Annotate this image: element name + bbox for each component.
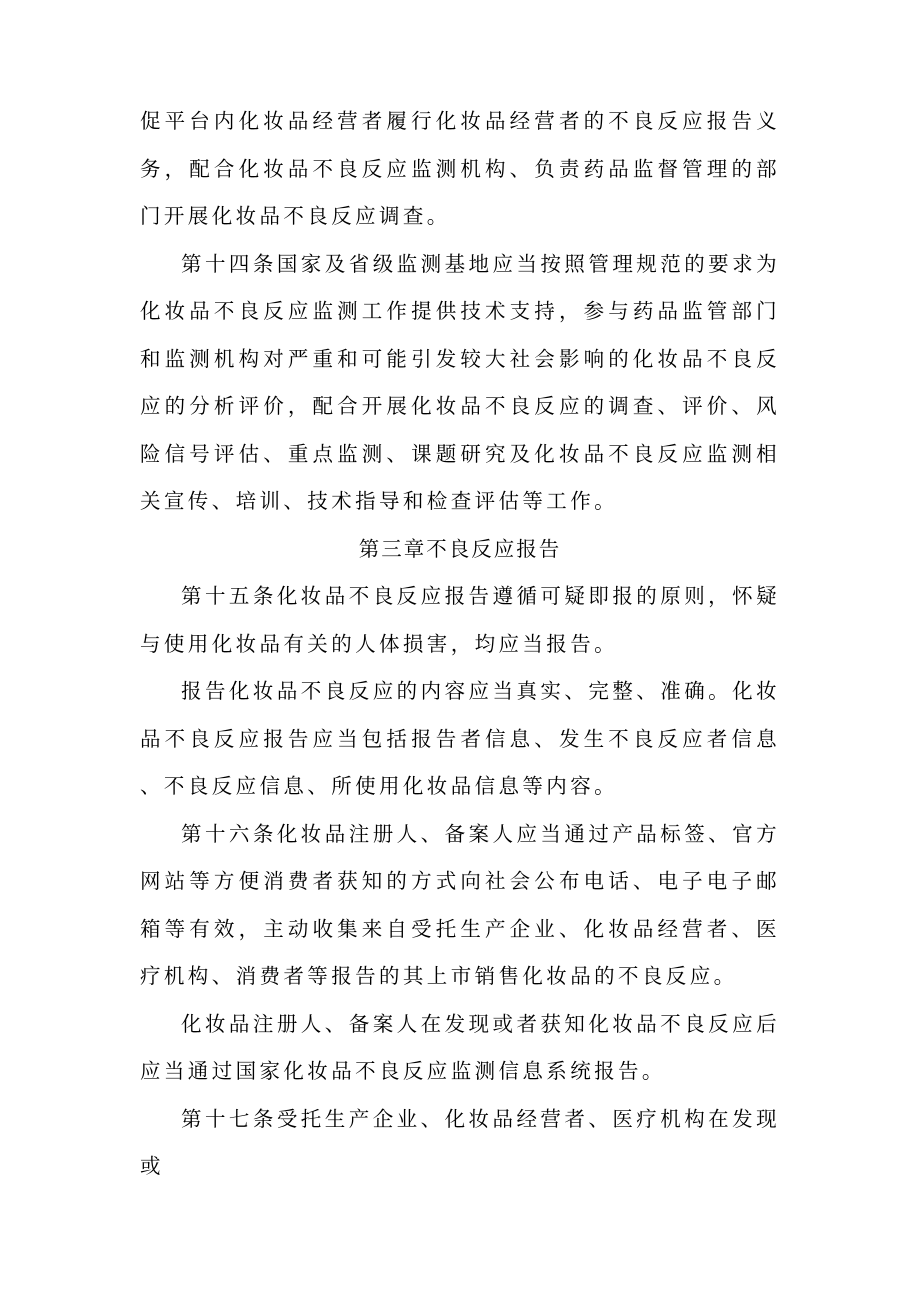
paragraph-continuation: 促平台内化妆品经营者履行化妆品经营者的不良反应报告义务，配合化妆品不良反应监测机构、负责药品监督管理的部门开展化妆品不良反应调查。 <box>140 109 780 228</box>
document-body <box>140 98 780 1191</box>
paragraph-article-15-content: 报告化妆品不良反应的内容应当真实、完整、准确。化妆品不良反应报告应当包括报告者信息、发生不良反应者信息、不良反应信息、所使用化妆品信息等内容。 <box>140 679 780 798</box>
paragraph-article-14: 第十四条国家及省级监测基地应当按照管理规范的要求为化妆品不良反应监测工作提供技术支持，参与药品监管部门和监测机构对严重和可能引发较大社会影响的化妆品不良反应的分析评价，配合开展化妆品不良反应的调查、评价、风险信号评估、重点监测、课题研究及化妆品不良反应监测相关宣传、培训、技术指导和检查评估等工作。 <box>140 251 780 513</box>
paragraph-article-16: 第十六条化妆品注册人、备案人应当通过产品标签、官方网站等方便消费者获知的方式向社会公布电话、电子电子邮箱等有效，主动收集来自受托生产企业、化妆品经营者、医疗机构、消费者等报告的其上市销售化妆品的不良反应。 <box>140 821 780 988</box>
paragraph-article-15: 第十五条化妆品不良反应报告遵循可疑即报的原则，怀疑与使用化妆品有关的人体损害，均应当报告。 <box>140 584 780 656</box>
chapter-heading: 第三章不良反应报告 <box>358 536 562 561</box>
paragraph-article-16-report: 化妆品注册人、备案人在发现或者获知化妆品不良反应后应当通过国家化妆品不良反应监测信息系统报告。 <box>140 1011 780 1083</box>
paragraph-article-17: 第十七条受托生产企业、化妆品经营者、医疗机构在发现或 <box>140 1106 780 1178</box>
